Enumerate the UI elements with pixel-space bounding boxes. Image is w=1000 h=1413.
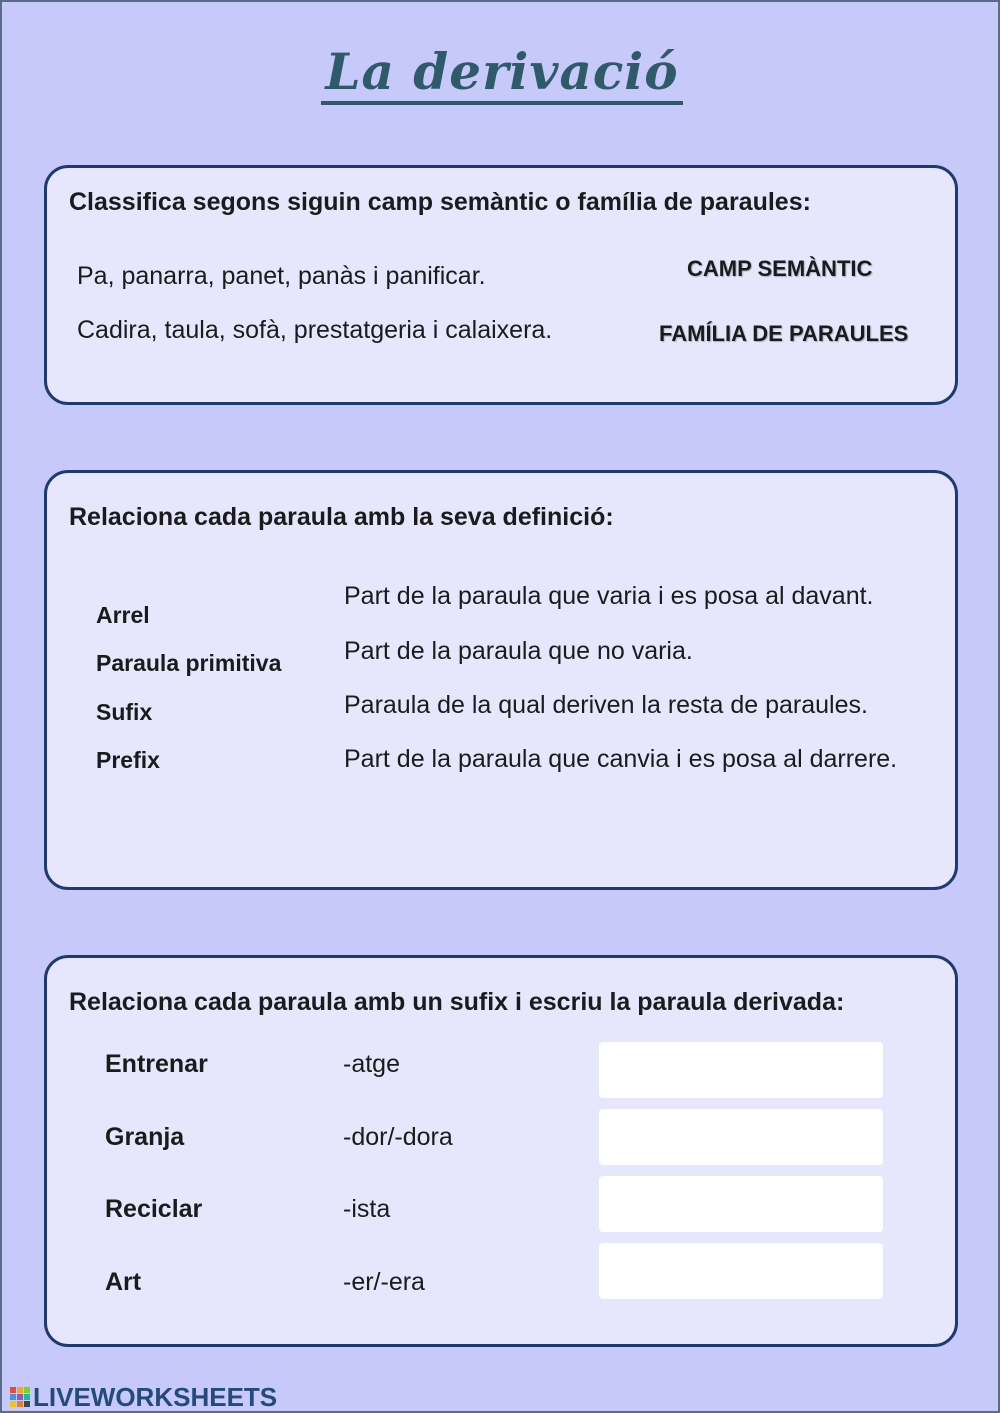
term-item[interactable]: Prefix (96, 747, 160, 773)
suffix-item[interactable]: -er/-era (343, 1268, 425, 1296)
word-item[interactable]: Granja (105, 1123, 185, 1151)
option-camp-semantic[interactable]: CAMP SEMÀNTIC (687, 256, 873, 281)
logo-square (10, 1387, 16, 1393)
page-title (2, 42, 1000, 105)
liveworksheets-logo-icon (10, 1387, 30, 1407)
footer-logo (10, 1382, 277, 1412)
suffix-item[interactable]: -ista (343, 1195, 391, 1223)
suffix-item[interactable]: -dor/-dora (343, 1123, 453, 1151)
definition-item[interactable]: Part de la paraula que varia i es posa al davant. (344, 582, 874, 610)
sentence-item: Cadira, taula, sofà, prestatgeria i calaixera. (77, 316, 553, 344)
option-familia-paraules[interactable]: FAMÍLIA DE PARAULES (659, 321, 909, 346)
logo-square (24, 1401, 30, 1407)
term-item[interactable]: Arrel (96, 602, 150, 628)
logo-square (24, 1394, 30, 1400)
answer-input[interactable] (599, 1109, 883, 1165)
definition-item[interactable]: Part de la paraula que no varia. (344, 637, 693, 665)
term-item[interactable]: Paraula primitiva (96, 650, 282, 676)
logo-square (24, 1387, 30, 1393)
word-item[interactable]: Reciclar (105, 1195, 203, 1223)
answer-input[interactable] (599, 1176, 883, 1232)
definition-item[interactable]: Paraula de la qual deriven la resta de paraules. (344, 691, 868, 719)
suffix-instruction: Relaciona cada paraula amb un sufix i escriu la paraula derivada: (69, 988, 845, 1016)
logo-square (10, 1394, 16, 1400)
match-definitions-card (44, 470, 958, 890)
answer-input[interactable] (599, 1243, 883, 1299)
classify-instruction: Classifica segons siguin camp semàntic o família de paraules: (69, 188, 811, 216)
word-item[interactable]: Entrenar (105, 1050, 208, 1078)
logo-square (10, 1401, 16, 1407)
definition-item[interactable]: Part de la paraula que canvia i es posa al darrere. (344, 745, 898, 773)
brand-name: LIVEWORKSHEETS (33, 1381, 278, 1412)
logo-square (17, 1394, 23, 1400)
sentence-item: Pa, panarra, panet, panàs i panificar. (77, 262, 486, 290)
logo-square (17, 1387, 23, 1393)
title-text: La derivació (321, 43, 682, 105)
suffix-card (44, 955, 958, 1347)
word-item[interactable]: Art (105, 1268, 142, 1296)
term-item[interactable]: Sufix (96, 699, 153, 725)
logo-square (17, 1401, 23, 1407)
answer-input[interactable] (599, 1042, 883, 1098)
match-definitions-instruction: Relaciona cada paraula amb la seva definició: (69, 503, 614, 531)
classify-card (44, 165, 958, 405)
suffix-item[interactable]: -atge (343, 1050, 400, 1078)
